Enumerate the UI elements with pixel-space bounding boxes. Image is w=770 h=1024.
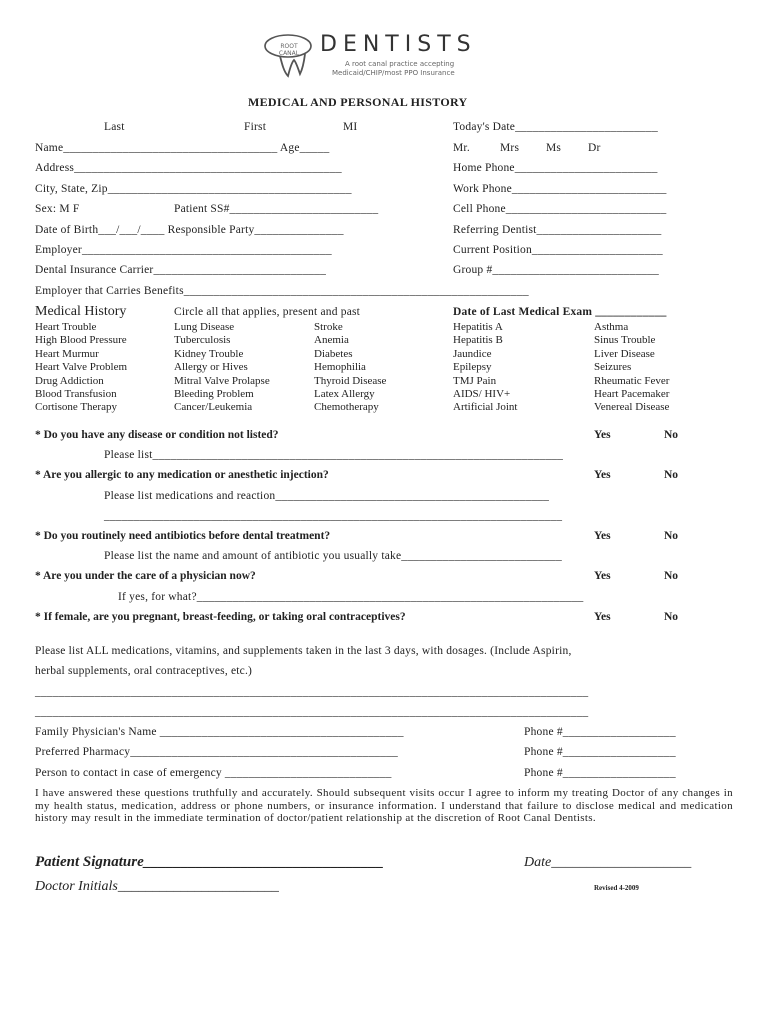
condition-item[interactable]: Stroke	[314, 321, 343, 333]
condition-item[interactable]: Allergy or Hives	[174, 361, 248, 374]
doctor-initials-field[interactable]: Doctor Initials_______________________	[35, 879, 279, 894]
pharmacy-phone-field[interactable]: Phone #___________________	[524, 746, 676, 758]
medications-line-1[interactable]: _____________________________________________________________________________________________	[35, 686, 589, 698]
q3-detail-field[interactable]: Please list the name and amount of antibiotic you usually take___________________________	[104, 550, 562, 562]
condition-item[interactable]: Rheumatic Fever	[594, 374, 670, 387]
condition-column-1	[35, 321, 127, 415]
home-phone-field[interactable]: Home Phone________________________	[453, 162, 658, 174]
employer-field[interactable]: Employer__________________________________________	[35, 244, 332, 256]
condition-item[interactable]: Artificial Joint	[453, 401, 518, 414]
condition-item[interactable]: Epilepsy	[453, 361, 492, 374]
patient-ss-field[interactable]: Patient SS#_________________________	[174, 203, 379, 215]
condition-item[interactable]: Jaundice	[453, 347, 492, 360]
signature-date-field[interactable]: Date____________________	[524, 855, 692, 870]
condition-item[interactable]: Venereal Disease	[594, 401, 670, 414]
patient-signature-field[interactable]: Patient Signature________________________________	[35, 854, 384, 870]
medications-instruction-2: herbal supplements, oral contraceptives, etc.)	[35, 665, 253, 677]
q5-yes[interactable]: Yes	[594, 611, 611, 623]
physician-name-field[interactable]: Family Physician's Name _________________________________________	[35, 726, 404, 738]
city-state-zip-field[interactable]: City, State, Zip_________________________________________	[35, 183, 352, 195]
condition-item[interactable]: Drug Addiction	[35, 374, 104, 387]
condition-item[interactable]: Hepatitis A	[453, 321, 503, 333]
question-antibiotics: * Do you routinely need antibiotics before dental treatment?	[35, 530, 331, 542]
condition-item[interactable]: Hemophilia	[314, 361, 366, 374]
revision-date: Revised 4-2009	[594, 884, 639, 892]
title-dr[interactable]: Dr	[588, 142, 601, 154]
condition-item[interactable]: Liver Disease	[594, 347, 655, 360]
q1-detail-field[interactable]: Please list_____________________________________________________________________	[104, 449, 564, 461]
question-other-disease: * Do you have any disease or condition not listed?	[35, 429, 279, 441]
condition-item[interactable]: Heart Pacemaker	[594, 388, 670, 401]
q4-detail-field[interactable]: If yes, for what?_________________________________________________________________	[118, 591, 584, 603]
q5-no[interactable]: No	[664, 611, 679, 623]
address-field[interactable]: Address_____________________________________________	[35, 162, 342, 174]
question-female: * If female, are you pregnant, breast-feeding, or taking oral contraceptives?	[35, 611, 406, 623]
name-age-field[interactable]: Name____________________________________ Age_____	[35, 142, 330, 154]
q2-extra-line[interactable]: _____________________________________________________________________________	[104, 510, 563, 522]
q1-no[interactable]: No	[664, 429, 679, 441]
label-first: First	[244, 121, 267, 133]
condition-column-3	[314, 321, 386, 415]
condition-item[interactable]: Diabetes	[314, 347, 353, 360]
consent-statement: I have answered these questions truthfully and accurately. Should subsequent visits occur I agree to inform my treating Doctor of any changes in my health status, medication, address or phone numbers, or insurance information. I understand that failure to disclose medical and medication history may result in the immediate termination of doctor/patient relationship at the discretion of Root Canal Dentists.	[35, 787, 733, 824]
medications-line-2[interactable]: _____________________________________________________________________________________________	[35, 706, 589, 718]
condition-item[interactable]: Heart Trouble	[35, 321, 97, 333]
dob-responsible-field[interactable]: Date of Birth___/___/____ Responsible Party_______________	[35, 224, 344, 236]
q3-no[interactable]: No	[664, 530, 679, 542]
condition-item[interactable]: Asthma	[594, 321, 629, 333]
q3-yes[interactable]: Yes	[594, 530, 611, 542]
q2-no[interactable]: No	[664, 469, 679, 481]
question-physician-care: * Are you under the care of a physician now?	[35, 570, 256, 582]
form-title: MEDICAL AND PERSONAL HISTORY	[248, 95, 468, 109]
condition-item[interactable]: Tuberculosis	[174, 334, 231, 347]
cell-phone-field[interactable]: Cell Phone___________________________	[453, 203, 667, 215]
condition-item[interactable]: AIDS/ HIV+	[453, 388, 511, 401]
sex-field[interactable]: Sex: M F	[35, 203, 80, 215]
question-allergy: * Are you allergic to any medication or anesthetic injection?	[35, 469, 329, 481]
title-mrs[interactable]: Mrs	[500, 142, 520, 154]
title-mr[interactable]: Mr.	[453, 142, 470, 154]
condition-column-5	[594, 321, 669, 415]
logo-tagline-2: Medicaid/CHIP/most PPO Insurance	[332, 69, 455, 77]
logo-mark-text: ROOT CANAL	[278, 43, 300, 57]
condition-item[interactable]: Blood Transfusion	[35, 388, 117, 401]
condition-item[interactable]: TMJ Pain	[453, 374, 497, 387]
title-ms[interactable]: Ms	[546, 142, 562, 154]
current-position-field[interactable]: Current Position______________________	[453, 244, 663, 256]
todays-date-field[interactable]: Today's Date________________________	[453, 121, 658, 133]
condition-item[interactable]: Thyroid Disease	[314, 374, 387, 387]
group-field[interactable]: Group #____________________________	[453, 264, 660, 276]
q2-yes[interactable]: Yes	[594, 469, 611, 481]
physician-phone-field[interactable]: Phone #___________________	[524, 726, 676, 738]
condition-item[interactable]: Mitral Valve Prolapse	[174, 374, 270, 387]
condition-item[interactable]: Chemotherapy	[314, 401, 379, 414]
work-phone-field[interactable]: Work Phone__________________________	[453, 183, 667, 195]
referring-dentist-field[interactable]: Referring Dentist_____________________	[453, 224, 662, 236]
condition-column-4	[453, 321, 517, 415]
dental-insurance-field[interactable]: Dental Insurance Carrier_____________________________	[35, 264, 327, 276]
emergency-phone-field[interactable]: Phone #___________________	[524, 767, 676, 779]
q2-detail-field[interactable]: Please list medications and reaction______________________________________________	[104, 490, 550, 502]
condition-item[interactable]: Bleeding Problem	[174, 388, 254, 401]
condition-item[interactable]: Cortisone Therapy	[35, 401, 117, 414]
logo	[262, 32, 318, 83]
last-exam-field[interactable]: Date of Last Medical Exam ____________	[453, 306, 667, 318]
condition-item[interactable]: Cancer/Leukemia	[174, 401, 253, 414]
q1-yes[interactable]: Yes	[594, 429, 611, 441]
condition-item[interactable]: High Blood Pressure	[35, 334, 127, 347]
logo-tagline-1: A root canal practice accepting	[345, 60, 455, 68]
condition-item[interactable]: Heart Murmur	[35, 347, 99, 360]
pharmacy-field[interactable]: Preferred Pharmacy_____________________________________________	[35, 746, 398, 758]
condition-item[interactable]: Hepatitis B	[453, 334, 503, 347]
label-last: Last	[104, 121, 125, 133]
condition-item[interactable]: Kidney Trouble	[174, 347, 244, 360]
condition-item[interactable]: Lung Disease	[174, 321, 235, 333]
condition-item[interactable]: Anemia	[314, 334, 349, 347]
condition-item[interactable]: Latex Allergy	[314, 388, 375, 401]
emergency-contact-field[interactable]: Person to contact in case of emergency ____________________________	[35, 767, 392, 779]
employer-benefits-field[interactable]: Employer that Carries Benefits__________________________________________________________	[35, 285, 529, 297]
q4-yes[interactable]: Yes	[594, 570, 611, 582]
logo-name: DENTISTS	[320, 32, 477, 57]
condition-item[interactable]: Heart Valve Problem	[35, 361, 128, 374]
medical-instruction: Circle all that applies, present and past	[174, 306, 361, 318]
condition-item[interactable]: Sinus Trouble	[594, 334, 656, 347]
condition-column-2	[174, 321, 270, 415]
condition-item[interactable]: Seizures	[594, 361, 632, 374]
medical-history-heading: Medical History	[35, 304, 127, 319]
medications-instruction-1: Please list ALL medications, vitamins, and supplements taken in the last 3 days, with dosages. (Include Aspirin,	[35, 645, 572, 657]
label-mi: MI	[343, 121, 358, 133]
q4-no[interactable]: No	[664, 570, 679, 582]
